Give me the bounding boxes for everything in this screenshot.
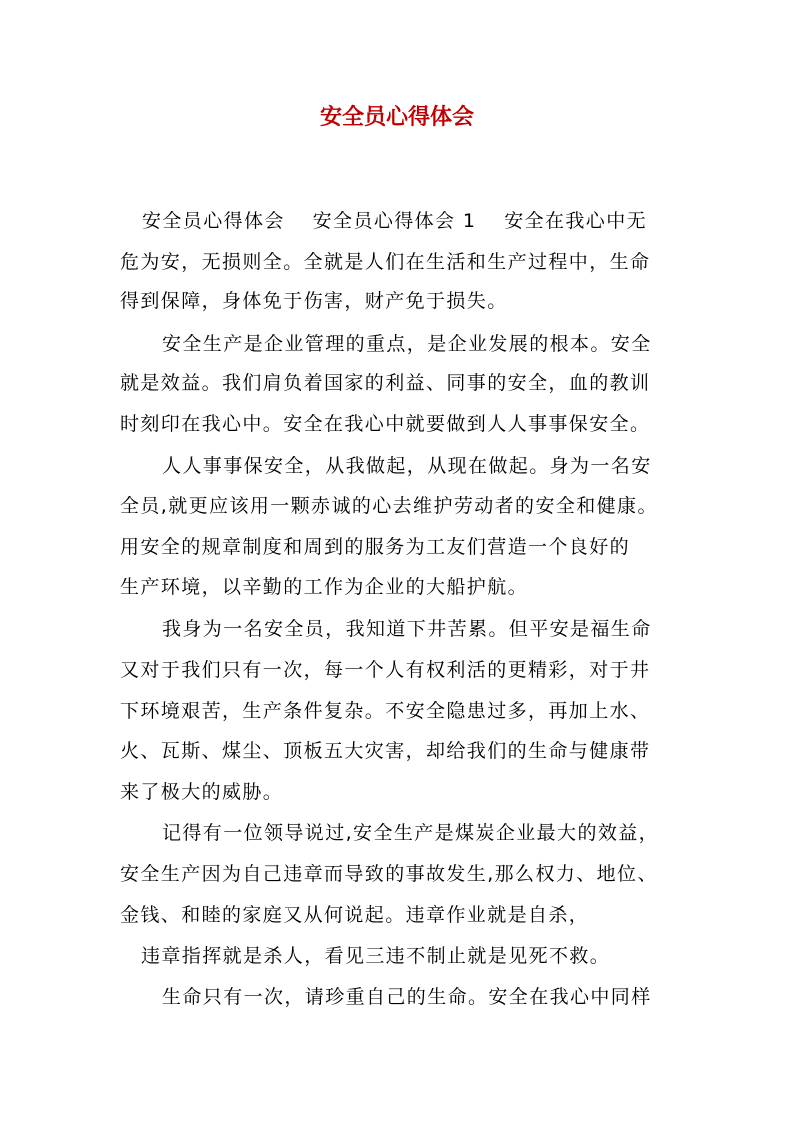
body-line-17: 安全生产因为自己违章而导致的事故发生,那么权力、地位、 [120, 863, 658, 885]
body-line-2: 危为安，无损则全。全就是人们在生活和生产过程中，生命 [120, 251, 651, 273]
body-line-1: 安全员心得体会 安全员心得体会 1 安全在我心中无 [142, 210, 648, 232]
body-line-15: 来了极大的威胁。 [120, 781, 284, 803]
body-line-13: 下环境艰苦，生产条件复杂。不安全隐患过多，再加上水、 [120, 700, 651, 722]
body-line-3: 得到保障，身体免于伤害，财产免于损失。 [120, 290, 508, 312]
body-line-6: 时刻印在我心中。安全在我心中就要做到人人事事保安全。 [120, 413, 651, 435]
body-line-16: 记得有一位领导说过,安全生产是煤炭企业最大的效益， [162, 822, 660, 844]
body-line-14: 火、瓦斯、煤尘、顶板五大灾害，却给我们的生命与健康带 [120, 740, 651, 762]
body-line-5: 就是效益。我们肩负着国家的利益、同事的安全，血的教训 [120, 372, 651, 394]
document-title: 安全员心得体会 [319, 104, 474, 130]
body-line-9: 用安全的规章制度和周到的服务为工友们营造一个良好的 [120, 536, 631, 558]
body-line-20: 生命只有一次，请珍重自己的生命。安全在我心中同样 [162, 986, 652, 1008]
body-line-11: 我身为一名安全员，我知道下井苦累。但平安是福生命 [162, 618, 652, 640]
body-line-4: 安全生产是企业管理的重点，是企业发展的根本。安全 [162, 333, 652, 355]
body-line-19: 违章指挥就是杀人，看见三违不制止就是见死不救。 [141, 945, 611, 967]
body-line-10: 生产环境，以辛勤的工作为企业的大船护航。 [120, 576, 529, 598]
body-line-12: 又对于我们只有一次，每一个人有权利活的更精彩，对于井 [120, 659, 651, 681]
body-line-7: 人人事事保安全，从我做起，从现在做起。身为一名安 [162, 455, 652, 477]
body-line-18: 金钱、和睦的家庭又从何说起。违章作业就是自杀， [120, 904, 590, 926]
body-line-8: 全员,就更应该用一颗赤诚的心去维护劳动者的安全和健康。 [120, 495, 658, 517]
